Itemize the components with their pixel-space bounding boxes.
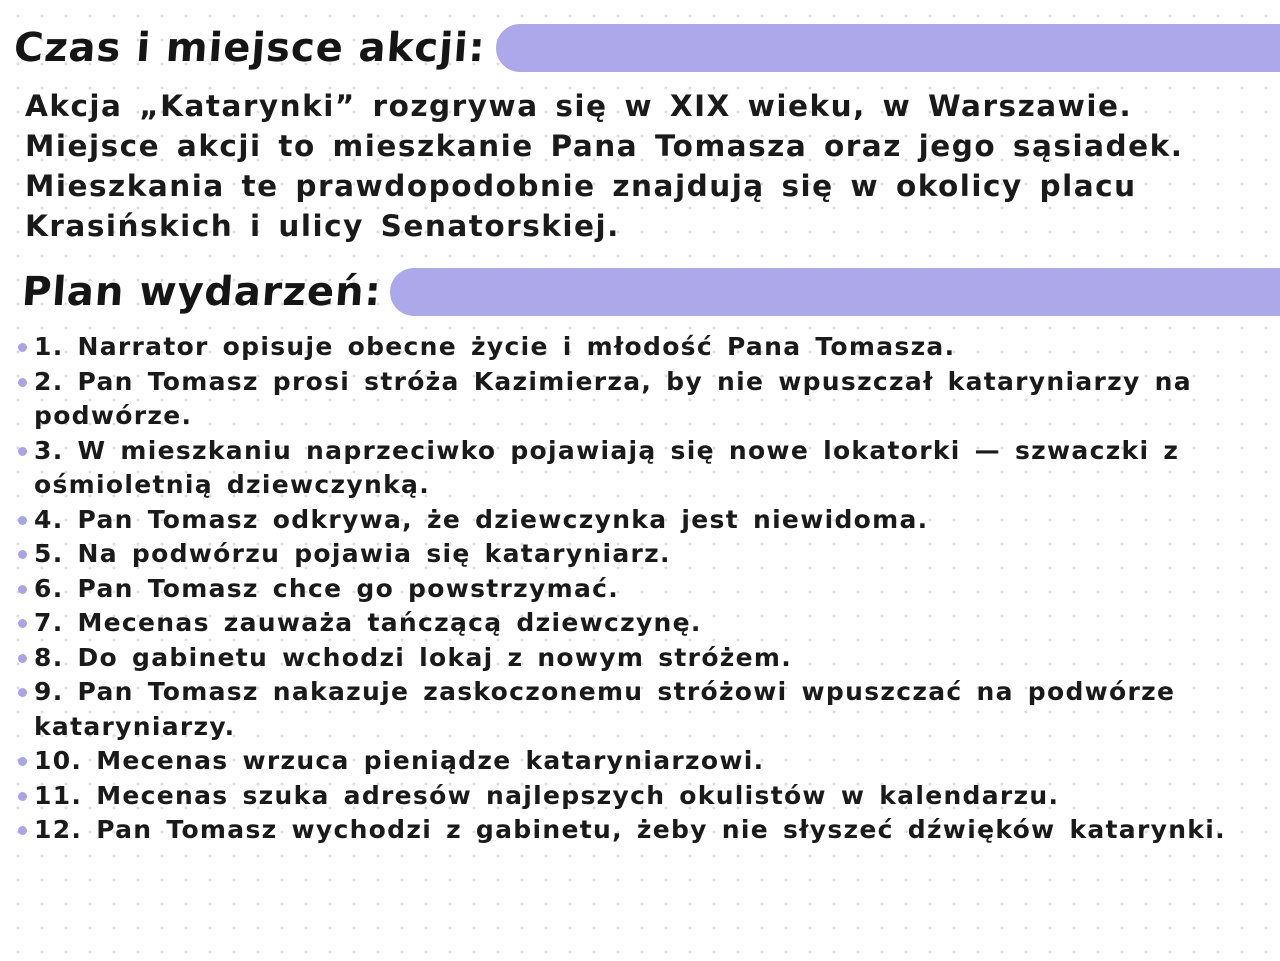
plan-heading-highlight-bar (390, 268, 1280, 316)
bullet-dot-icon (18, 688, 27, 697)
event-text: 3. W mieszkaniu naprzeciwko pojawiają się nowe lokatorki — szwaczki z ośmioletnią dziewczynką. (34, 435, 1180, 499)
plan-heading-row (0, 263, 1280, 321)
event-text: 7. Mecenas zauważa tańczącą dziewczynę. (34, 608, 702, 637)
list-item (18, 572, 1273, 607)
event-text: 8. Do gabinetu wchodzi lokaj z nowym stróżem. (34, 642, 793, 672)
list-item (18, 744, 1273, 779)
bullet-dot-icon (18, 516, 27, 525)
plan-heading: Plan wydarzeń: (20, 269, 384, 315)
setting-heading-row (0, 20, 1280, 76)
bullet-dot-icon (18, 826, 27, 835)
setting-paragraph: Akcja „Katarynki” rozgrywa się w XIX wieku, w Warszawie. Miejsce akcji to mieszkanie Pana Tomasza oraz jego sąsiadek. Mieszkania te prawdopodobnie znajdują się w okolicy placu Krasińskich i ulicy Senatorskiej. (25, 89, 1184, 243)
list-item (18, 606, 1273, 641)
list-item (18, 641, 1273, 676)
bullet-dot-icon (18, 654, 27, 663)
list-item (18, 813, 1273, 848)
event-text: 1. Narrator opisuje obecne życie i młodość Pana Tomasza. (34, 332, 956, 361)
list-item (18, 434, 1273, 503)
setting-heading: Czas i miejsce akcji: (12, 25, 488, 71)
setting-heading-highlight-bar (496, 24, 1280, 72)
event-text: 6. Pan Tomasz chce go powstrzymać. (34, 573, 620, 603)
bullet-dot-icon (18, 792, 27, 801)
bullet-dot-icon (18, 343, 27, 352)
list-item (18, 330, 1273, 365)
list-item (18, 503, 1273, 538)
bullet-dot-icon (18, 378, 27, 387)
event-text: 10. Mecenas wrzuca pieniądze kataryniarzowi. (34, 746, 765, 775)
event-text: 4. Pan Tomasz odkrywa, że dziewczynka jest niewidoma. (34, 504, 929, 534)
event-text: 5. Na podwórzu pojawia się kataryniarz. (34, 539, 671, 568)
event-text: 2. Pan Tomasz prosi stróża Kazimierza, by nie wpuszczał kataryniarzy na podwórze. (34, 366, 1192, 430)
bullet-dot-icon (18, 757, 27, 766)
list-item (18, 675, 1273, 744)
bullet-dot-icon (18, 619, 27, 628)
list-item (18, 537, 1273, 572)
bullet-dot-icon (18, 447, 27, 456)
bullet-dot-icon (18, 550, 27, 559)
list-item (18, 365, 1273, 434)
event-plan-list (18, 330, 1273, 848)
event-text: 9. Pan Tomasz nakazuje zaskoczonemu stróżowi wpuszczać na podwórze kataryniarzy. (34, 677, 1176, 741)
event-text: 12. Pan Tomasz wychodzi z gabinetu, żeby nie słyszeć dźwięków katarynki. (34, 815, 1226, 844)
event-text: 11. Mecenas szuka adresów najlepszych okulistów w kalendarzu. (34, 780, 1060, 810)
list-item (18, 779, 1273, 814)
bullet-dot-icon (18, 585, 27, 594)
